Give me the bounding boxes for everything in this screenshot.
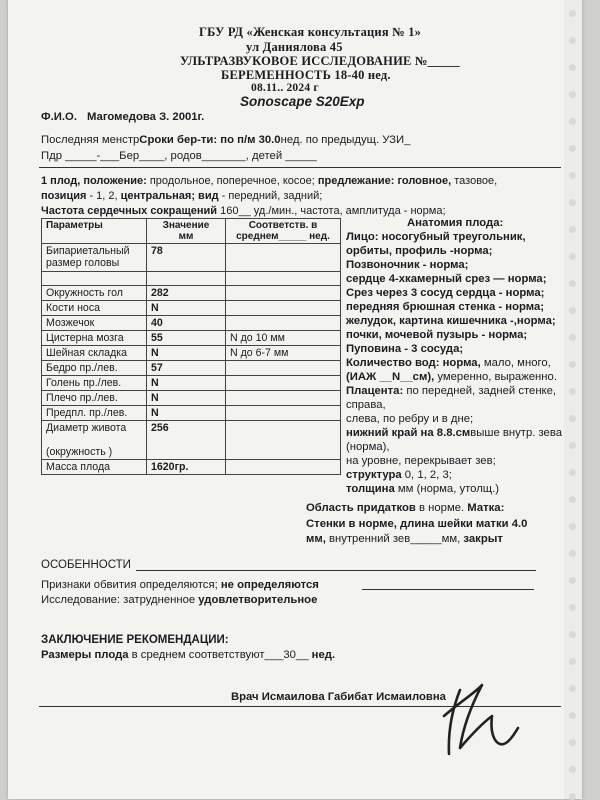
anatomy-title: Анатомия плода: bbox=[407, 217, 504, 229]
perforation-hole bbox=[569, 577, 576, 584]
perforation-hole bbox=[569, 766, 576, 773]
table-row bbox=[42, 346, 341, 361]
table-row bbox=[42, 301, 341, 316]
param-norm-cell bbox=[226, 421, 341, 460]
appendages-line: Область придатков в норме. Матка: bbox=[306, 502, 505, 514]
perforation-hole bbox=[569, 361, 576, 368]
param-name-cell: Цистерна мозга bbox=[42, 331, 147, 346]
param-value-cell: 40 bbox=[147, 316, 226, 331]
anatomy-face: Лицо: носогубный треугольник, bbox=[346, 231, 526, 243]
table-header-cell: Параметры bbox=[42, 219, 147, 244]
param-name-cell: Окружность гол bbox=[42, 286, 147, 301]
last-menstruation-line bbox=[41, 134, 410, 147]
param-norm-cell bbox=[226, 301, 341, 316]
perforated-edge bbox=[564, 0, 582, 799]
table-row bbox=[42, 376, 341, 391]
anatomy-spine: Позвоночник - норма; bbox=[346, 259, 469, 271]
param-name-cell: Диаметр живота (окружность ) bbox=[42, 421, 147, 460]
anatomy-umbilical-cord: Пуповина - 3 сосуда; bbox=[346, 343, 464, 355]
device-name: Sonoscape S20Exp bbox=[240, 94, 365, 109]
table-row bbox=[42, 391, 341, 406]
obstetric-history-line: Пдр _____-___Бер____, родов_______, детей _____ bbox=[41, 150, 317, 162]
patient-name: Магомедова З. 2001г. bbox=[87, 111, 205, 123]
param-norm-cell bbox=[226, 286, 341, 301]
conclusion-title: ЗАКЛЮЧЕНИЕ РЕКОМЕНДАЦИИ: bbox=[41, 634, 229, 646]
param-value-cell: 256 bbox=[147, 421, 226, 460]
gestation-term: Сроки бер-ти: по п/м 30.0 bbox=[139, 134, 281, 146]
lower-edge-norm: (норма), bbox=[346, 441, 390, 453]
entanglement-underline bbox=[362, 589, 534, 590]
table-row bbox=[42, 272, 341, 286]
table-row bbox=[42, 361, 341, 376]
placenta-line: Плацента: по передней, задней стенке, bbox=[346, 385, 557, 397]
anatomy-heart: сердце 4-хкамерный срез — норма; bbox=[346, 273, 547, 285]
param-name-cell: Масса плода bbox=[42, 460, 147, 475]
features-label: ОСОБЕННОСТИ bbox=[41, 559, 131, 571]
perforation-hole bbox=[569, 64, 576, 71]
structure-line: структура 0, 1, 2, 3; bbox=[346, 469, 452, 481]
perforation-hole bbox=[569, 172, 576, 179]
param-value-cell: N bbox=[147, 391, 226, 406]
previous-us-label: нед. по предыдущ. УЗИ_ bbox=[280, 134, 411, 146]
table-header-row bbox=[42, 219, 341, 244]
doctor-name: Врач Исмаилова Габибат Исмаиловна bbox=[231, 691, 446, 703]
anatomy-stomach: желудок, картина кишечника -,норма; bbox=[346, 315, 556, 327]
param-name-cell: Мозжечок bbox=[42, 316, 147, 331]
study-quality-line: Исследование: затрудненное удовлетворительное bbox=[41, 594, 318, 606]
parameters-table bbox=[41, 218, 341, 475]
param-norm-cell bbox=[226, 272, 341, 286]
perforation-hole bbox=[569, 658, 576, 665]
amniotic-fluid-line: Количество вод: норма, мало, много, bbox=[346, 357, 551, 369]
table-row bbox=[42, 406, 341, 421]
perforation-hole bbox=[569, 118, 576, 125]
table-row bbox=[42, 460, 341, 475]
features-underline bbox=[136, 570, 536, 571]
param-name-cell: Шейная складка bbox=[42, 346, 147, 361]
param-value-cell: 78 bbox=[147, 244, 226, 272]
clinic-address: ул Даниялова 45 bbox=[246, 40, 343, 54]
perforation-hole bbox=[569, 388, 576, 395]
param-name-cell: Предпл. пр./лев. bbox=[42, 406, 147, 421]
perforation-hole bbox=[569, 334, 576, 341]
perforation-hole bbox=[569, 469, 576, 476]
perforation-hole bbox=[569, 280, 576, 287]
param-value-cell: 55 bbox=[147, 331, 226, 346]
perforation-hole bbox=[569, 145, 576, 152]
conclusion-line: Размеры плода в среднем соответствуют___30__ нед. bbox=[41, 649, 336, 661]
param-name-cell: Кости носа bbox=[42, 301, 147, 316]
entanglement-line: Признаки обвития определяются; не определяются bbox=[41, 579, 319, 591]
perforation-hole bbox=[569, 712, 576, 719]
param-norm-cell bbox=[226, 376, 341, 391]
perforation-hole bbox=[569, 10, 576, 17]
placenta-right: справа, bbox=[346, 399, 386, 411]
perforation-hole bbox=[569, 739, 576, 746]
param-value-cell: 282 bbox=[147, 286, 226, 301]
pregnancy-term: БЕРЕМЕННОСТЬ 18-40 нед. bbox=[221, 68, 391, 82]
divider bbox=[39, 167, 561, 168]
table-header-cell: Значение мм bbox=[147, 219, 226, 244]
table-row bbox=[42, 421, 341, 460]
perforation-hole bbox=[569, 253, 576, 260]
fetus-presentation-line: позиция - 1, 2, центральная; вид - передний, задний; bbox=[41, 190, 323, 202]
table-header-cell: Соответств. в среднем_____ нед. bbox=[226, 219, 341, 244]
param-name-cell bbox=[42, 272, 147, 286]
lower-edge-line: нижний край на 8.8.смвыше внутр. зева bbox=[346, 427, 563, 439]
perforation-hole bbox=[569, 496, 576, 503]
param-value-cell: 57 bbox=[147, 361, 226, 376]
last-menstruation-label: Последняя менстр bbox=[41, 134, 140, 146]
anatomy-abdominal-wall: передняя брюшная стенка - норма; bbox=[346, 301, 545, 313]
param-norm-cell bbox=[226, 391, 341, 406]
afi-line: (ИАЖ __N__см), умеренно, выраженно. bbox=[346, 371, 557, 383]
perforation-hole bbox=[569, 685, 576, 692]
lower-edge-level: на уровне, перекрывает зев; bbox=[346, 455, 496, 467]
param-value-cell: N bbox=[147, 346, 226, 361]
document-page bbox=[8, 0, 582, 799]
internal-os-line: мм, внутренний зев_____мм, закрыт bbox=[306, 533, 503, 545]
param-value-cell: N bbox=[147, 376, 226, 391]
perforation-hole bbox=[569, 91, 576, 98]
thickness-line: толщина мм (норма, утолщ.) bbox=[346, 483, 499, 495]
table-row bbox=[42, 286, 341, 301]
perforation-hole bbox=[569, 226, 576, 233]
study-date: 08.11.. 2024 г bbox=[251, 82, 319, 94]
param-name-cell: Бипариетальный размер головы bbox=[42, 244, 147, 272]
param-value-cell: 1620гр. bbox=[147, 460, 226, 475]
param-norm-cell bbox=[226, 244, 341, 272]
perforation-hole bbox=[569, 442, 576, 449]
param-value-cell: N bbox=[147, 301, 226, 316]
param-name-cell: Бедро пр./лев. bbox=[42, 361, 147, 376]
anatomy-orbits: орбиты, профиль -норма; bbox=[346, 245, 493, 257]
table-row bbox=[42, 331, 341, 346]
param-norm-cell bbox=[226, 361, 341, 376]
perforation-hole bbox=[569, 550, 576, 557]
param-norm-cell bbox=[226, 460, 341, 475]
fio-label: Ф.И.О. bbox=[41, 111, 77, 123]
param-norm-cell bbox=[226, 316, 341, 331]
param-name-cell: Плечо пр./лев. bbox=[42, 391, 147, 406]
perforation-hole bbox=[569, 415, 576, 422]
anatomy-kidneys: почки, мочевой пузырь - норма; bbox=[346, 329, 528, 341]
param-norm-cell: N до 10 мм bbox=[226, 331, 341, 346]
perforation-hole bbox=[569, 307, 576, 314]
anatomy-vessels: Срез через 3 сосуд сердца - норма; bbox=[346, 287, 545, 299]
param-value-cell: N bbox=[147, 406, 226, 421]
handwritten-signature bbox=[430, 676, 540, 766]
heart-rate-line: Частота сердечных сокращений 160__ уд./мин., частота, амплитуда - норма; bbox=[41, 205, 446, 217]
table-row bbox=[42, 244, 341, 272]
study-title: УЛЬТРАЗВУКОВОЕ ИССЛЕДОВАНИЕ №_____ bbox=[180, 54, 460, 68]
perforation-hole bbox=[569, 523, 576, 530]
param-norm-cell bbox=[226, 406, 341, 421]
perforation-hole bbox=[569, 37, 576, 44]
table-row bbox=[42, 316, 341, 331]
placenta-left: слева, по ребру и в дне; bbox=[346, 413, 474, 425]
perforation-hole bbox=[569, 199, 576, 206]
perforation-hole bbox=[569, 604, 576, 611]
cervix-line: Стенки в норме, длина шейки матки 4.0 bbox=[306, 518, 528, 530]
param-name-cell: Голень пр./лев. bbox=[42, 376, 147, 391]
param-value-cell bbox=[147, 272, 226, 286]
fetus-position-line: 1 плод, положение: продольное, поперечное, косое; предлежание: головное, тазовое, bbox=[41, 175, 498, 187]
perforation-hole bbox=[569, 631, 576, 638]
clinic-name: ГБУ РД «Женская консультация № 1» bbox=[199, 25, 422, 39]
param-norm-cell: N до 6-7 мм bbox=[226, 346, 341, 361]
